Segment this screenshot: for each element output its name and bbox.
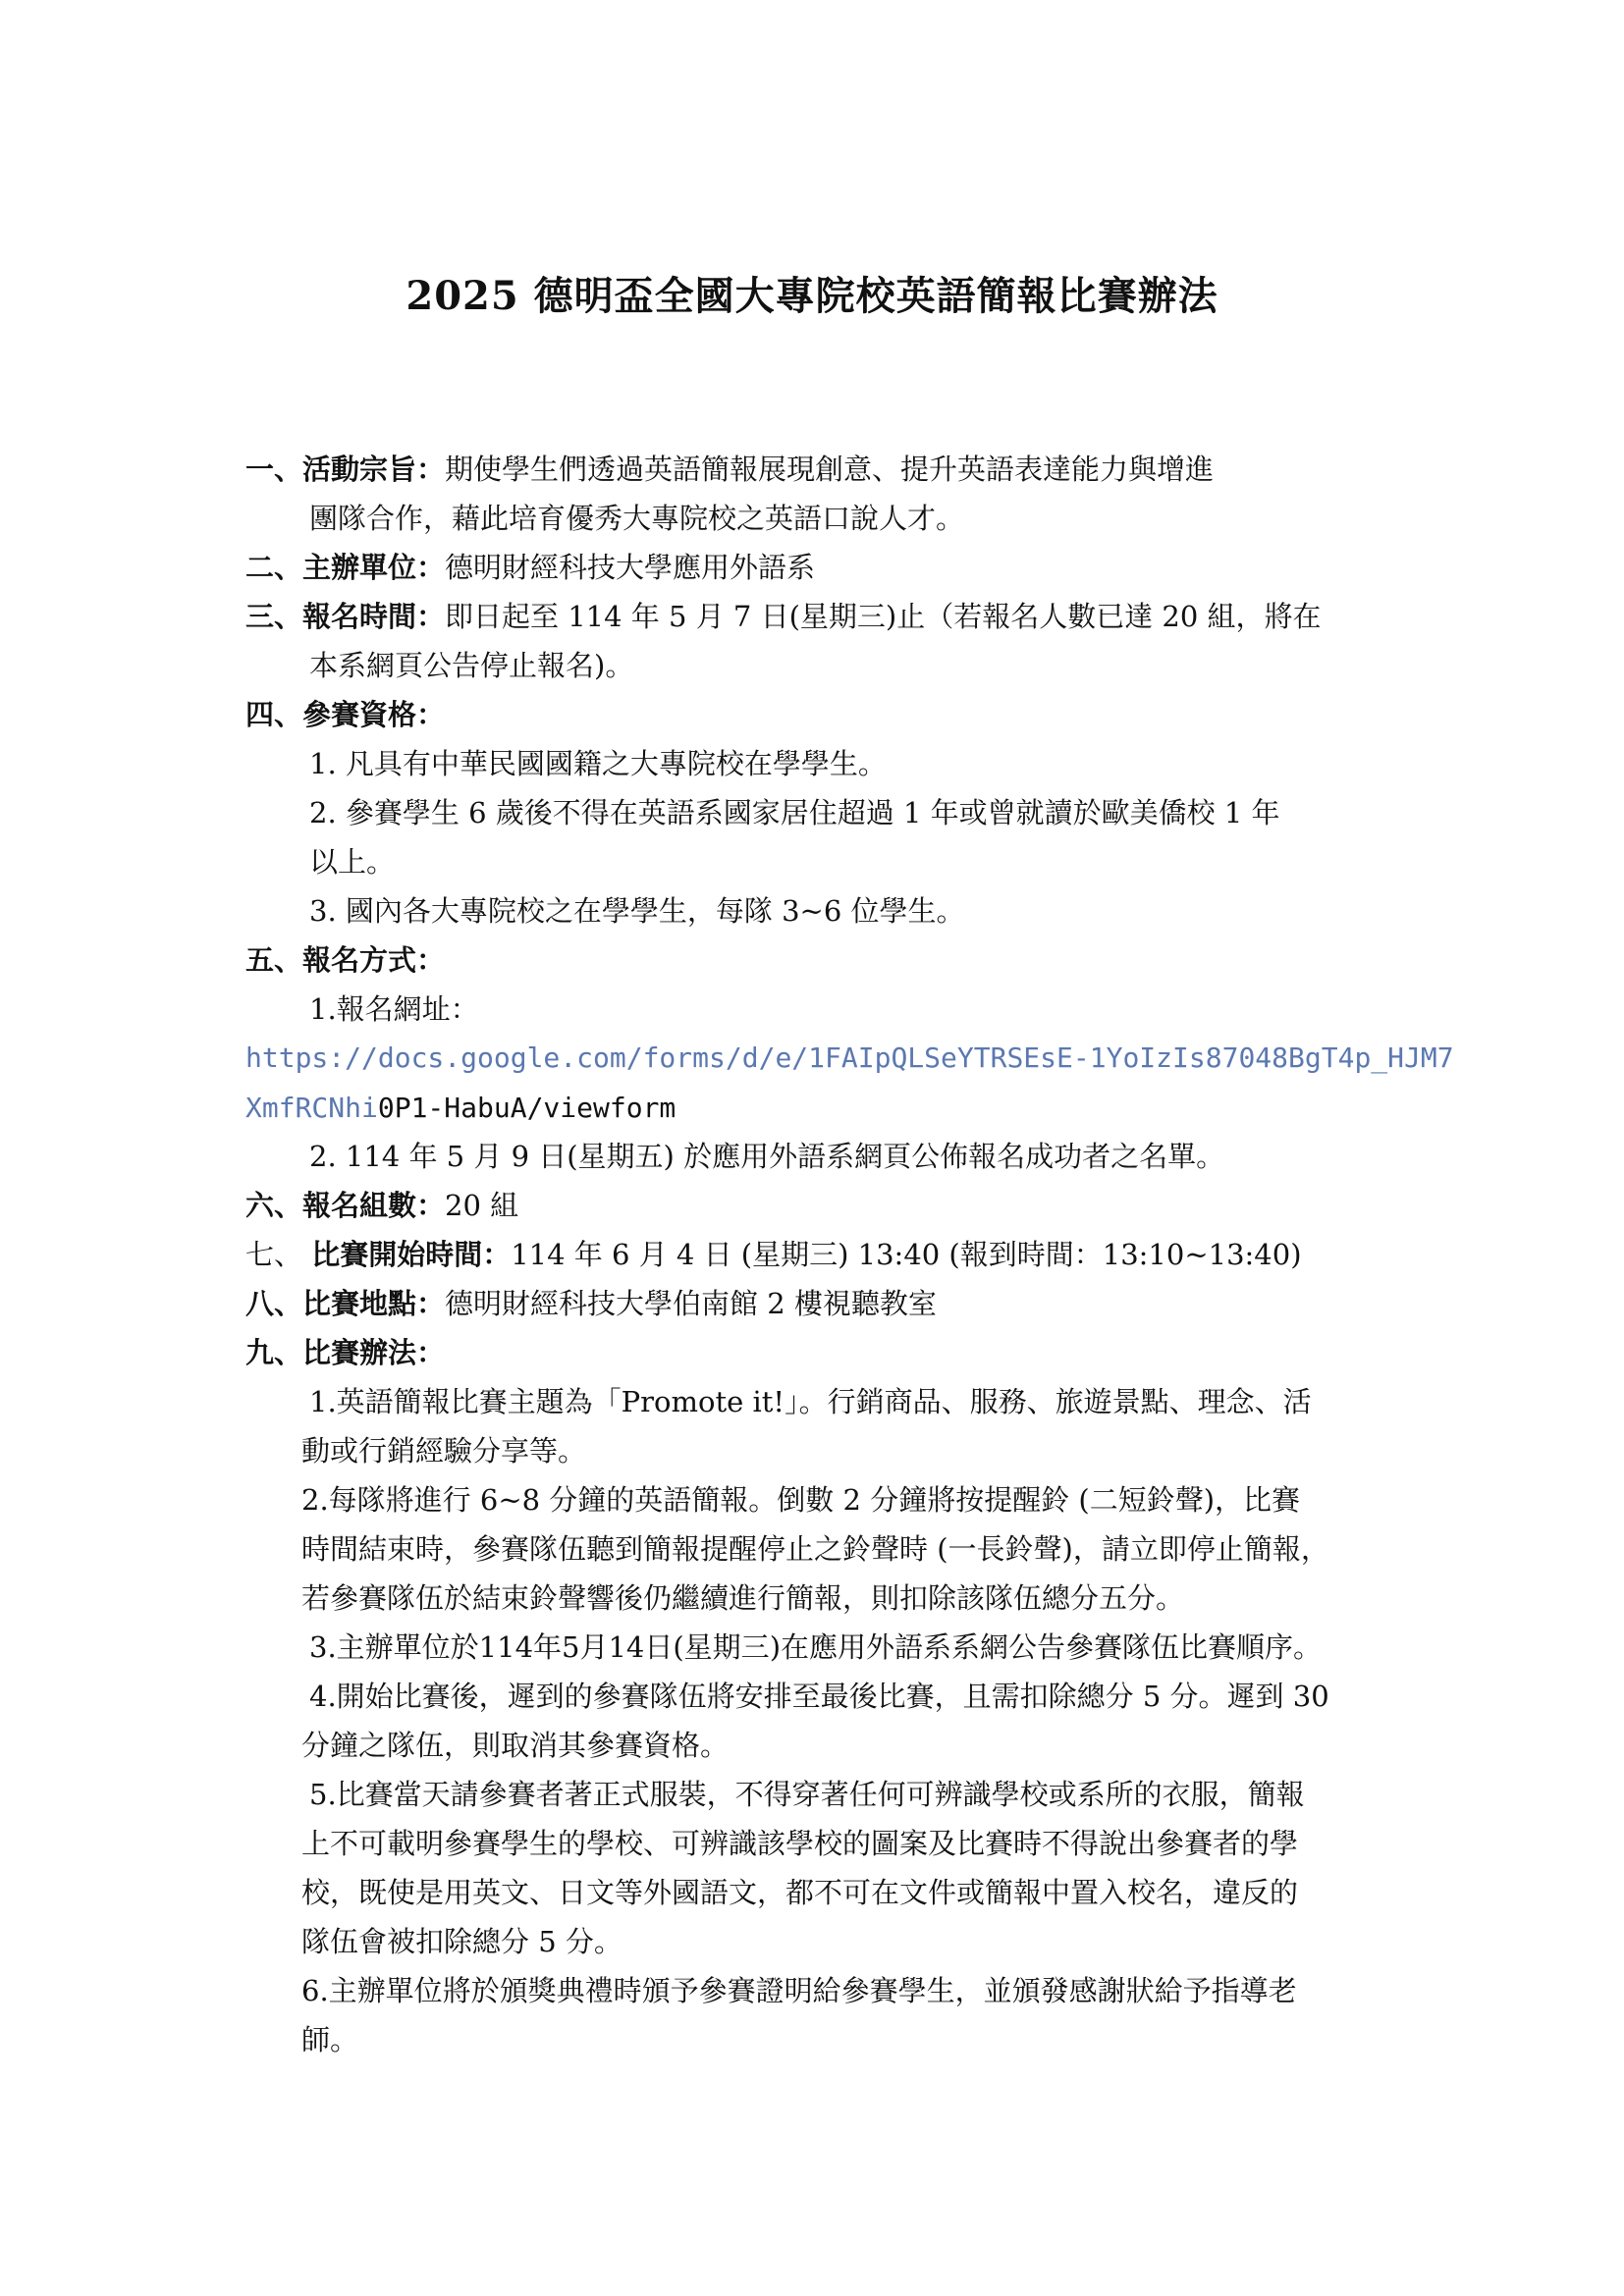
section-purpose: [245, 450, 1214, 489]
section-purpose-cont: 團隊合作，藉此培育優秀大專院校之英語口說人才。: [309, 502, 965, 535]
section-label: 三、報名時間：: [245, 600, 446, 633]
rule-4-cont: 分鐘之隊伍，則取消其參賽資格。: [301, 1729, 730, 1762]
registration-url-part[interactable]: 0P1-HabuA/viewform: [377, 1092, 677, 1124]
rule-2: 2.每隊將進行 6~8 分鐘的英語簡報。倒數 2 分鐘將按提醒鈴 (二短鈴聲)，比賽: [301, 1483, 1301, 1517]
section-text: 即日起至 114 年 5 月 7 日(星期三)止（若報名人數已達 20 組，將在: [445, 600, 1322, 633]
section-text: 20 組: [445, 1189, 519, 1222]
page-title: 2025 德明盃全國大專院校英語簡報比賽辦法: [406, 273, 1218, 319]
rule-5-cont: 校，既使是用英文、日文等外國語文，都不可在文件或簡報中置入校名，違反的: [301, 1876, 1299, 1909]
section-eligibility-label: 四、參賽資格：: [245, 698, 446, 731]
registration-url-part[interactable]: XmfRCNhi: [245, 1092, 378, 1124]
registration-item-2: 2. 114 年 5 月 9 日(星期五) 於應用外語系網頁公佈報名成功者之名單。: [309, 1140, 1225, 1173]
section-label: 六、報名組數：: [245, 1189, 446, 1222]
rule-3: 3.主辦單位於114年5月14日(星期三)在應用外語系系網公告參賽隊伍比賽順序。: [309, 1630, 1323, 1664]
rule-6-cont: 師。: [301, 2023, 359, 2056]
rule-2-cont: 時間結束時，參賽隊伍聽到簡報提醒停止之鈴聲時 (一長鈴聲)，請立即停止簡報，: [301, 1532, 1329, 1566]
section-text: 114 年 6 月 4 日 (星期三) 13:40 (報到時間：13:10~13:40): [511, 1238, 1302, 1271]
eligibility-item-2-cont: 以上。: [309, 845, 396, 879]
rule-2-cont: 若參賽隊伍於結束鈴聲響後仍繼續進行簡報，則扣除該隊伍總分五分。: [301, 1581, 1185, 1615]
registration-item-1: 1.報名網址：: [309, 992, 479, 1026]
rule-5: 5.比賽當天請參賽者著正式服裝，不得穿著任何可辨識學校或系所的衣服，簡報: [309, 1778, 1305, 1811]
section-label: 一、活動宗旨：: [245, 453, 446, 486]
rule-5-cont: 隊伍會被扣除總分 5 分。: [301, 1925, 623, 1958]
section-label: 八、比賽地點：: [245, 1287, 446, 1320]
section-organizer: [245, 548, 815, 587]
section-team-count: [245, 1186, 518, 1225]
eligibility-item-1: 1. 凡具有中華民國國籍之大專院校在學學生。: [309, 747, 887, 780]
section-label: 比賽開始時間：: [311, 1238, 512, 1271]
registration-url-line-1[interactable]: https://docs.google.com/forms/d/e/1FAIpQLSeYTRSEsE-1YoIzIs87048BgT4p_HJM7: [245, 1041, 1454, 1074]
registration-url-line-2[interactable]: [245, 1088, 676, 1128]
section-registration-time-cont: 本系網頁公告停止報名)。: [309, 649, 634, 682]
section-prefix: 七、: [245, 1238, 312, 1271]
section-registration-method-label: 五、報名方式：: [245, 943, 446, 977]
rule-4: 4.開始比賽後，遲到的參賽隊伍將安排至最後比賽，且需扣除總分 5 分。遲到 30: [309, 1680, 1329, 1713]
rule-1: 1.英語簡報比賽主題為「Promote it!」。行銷商品、服務、旅遊景點、理念、活: [309, 1385, 1312, 1418]
section-registration-time: [245, 597, 1322, 636]
rule-5-cont: 上不可載明參賽學生的學校、可辨識該學校的圖案及比賽時不得說出參賽者的學: [301, 1827, 1299, 1860]
section-venue: [245, 1284, 937, 1323]
section-text: 期使學生們透過英語簡報展現創意、提升英語表達能力與增進: [445, 453, 1215, 486]
eligibility-item-2: 2. 參賽學生 6 歲後不得在英語系國家居住超過 1 年或曾就讀於歐美僑校 1 年: [309, 796, 1280, 829]
rule-1-cont: 動或行銷經驗分享等。: [301, 1434, 587, 1468]
section-start-time: [245, 1235, 1302, 1274]
section-rules-label: 九、比賽辦法：: [245, 1336, 446, 1369]
section-text: 德明財經科技大學應用外語系: [445, 551, 816, 584]
section-label: 二、主辦單位：: [245, 551, 446, 584]
rule-6: 6.主辦單位將於頒獎典禮時頒予參賽證明給參賽學生，並頒發感謝狀給予指導老: [301, 1974, 1297, 2007]
section-text: 德明財經科技大學伯南館 2 樓視聽教室: [445, 1287, 937, 1320]
eligibility-item-3: 3. 國內各大專院校之在學學生，每隊 3~6 位學生。: [309, 894, 965, 928]
